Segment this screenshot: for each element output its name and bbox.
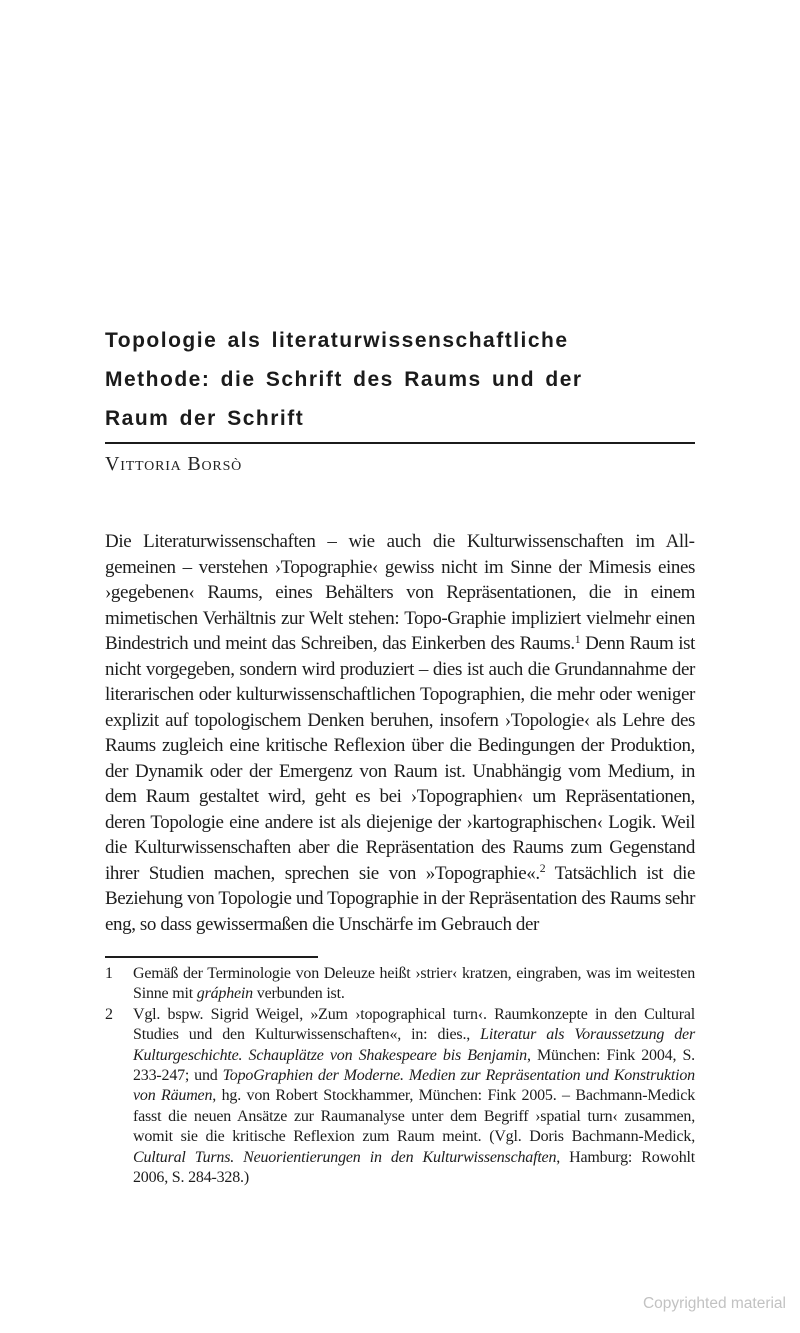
chapter-title-line-1: Topologie als literaturwissenschaftliche <box>105 329 569 352</box>
footnote-number: 2 <box>105 1005 113 1023</box>
chapter-title-line-2: Methode: die Schrift des Raums und der <box>105 368 583 391</box>
author-name: Vittoria Borsò <box>105 453 243 475</box>
footnote-item-1 <box>105 964 695 1005</box>
body-text <box>105 529 695 937</box>
footnote-list <box>105 964 695 1188</box>
footnote-item-2 <box>105 1005 695 1189</box>
footnote-ref: 1 <box>574 632 581 646</box>
copyright-watermark: Copyrighted material <box>642 1295 786 1312</box>
footnote-ref: 2 <box>539 862 546 876</box>
body-paragraph: Die Literaturwissenschaften – wie auch die Kulturwissenschaften im Allgemeinen – verstehen ›Topographie‹ gewiss nicht im Sinne der Mimesis eines ›gegebenen‹ Raums, eines Behälters von Repräsentationen, die in einem mimetischen Verhältnis zur Welt stehen: Topo-Graphie impliziert vielmehr einen Bindestrich und meint das Schreiben, das Einkerben des Raums.$^1$ Denn Raum ist nicht vorgegeben, sondern wird produziert – dies ist auch die Grundannahme der literarischen oder kulturwissenschaftlichen Topographien, die mehr oder weniger explizit auf topologischem Denken beruhen, insofern ›Topologie‹ als Lehre des Raums zugleich eine kritische Reflexion über die Bedingungen der Produktion, der Dynamik oder der Emergenz von Raum ist. Unabhängig vom Medium, in dem Raum gestaltet wird, geht es bei ›Topographien‹ um Repräsentationen, deren Topologie eine andere ist als diejenige der ›kartographischen‹ Logik. Weil die Kulturwissenschaften aber die Repräsentation des Raums zum Gegenstand ihrer Studien machen, sprechen sie von »Topographie«.$^2$ Tatsächlich ist die Beziehung von Topologie und Topographie in der Repräsentation des Raums sehr eng, so dass gewissermaßen die Unschärfe im Gebrauch der <box>105 531 695 935</box>
chapter-title-line-3: Raum der Schrift <box>105 407 305 430</box>
footnote-text: Gemäß der Terminologie von Deleuze heißt ›strier‹ kratzen, eingraben, was im weitesten Sinne mit gráphein verbunden ist. <box>133 965 695 1003</box>
chapter-title <box>105 321 695 444</box>
footnote-separator <box>105 956 318 958</box>
footnote-number: 1 <box>105 965 113 982</box>
page-content <box>105 321 695 1188</box>
footnote-text: Vgl. bspw. Sigrid Weigel, »Zum ›topographical turn‹. Raumkonzepte in den Cultural Studies und den Kulturwissenschaften«, in: dies., Literatur als Voraussetzung der Kulturgeschichte. Schauplätze von Shakespeare bis Benjamin, München: Fink 2004, S. 233-247; und TopoGraphien der Moderne. Medien zur Repräsentation und Konstruktion von Räumen, hg. von Robert Stockhammer, München: Fink 2005. – Bachmann-Medick fasst die neuen Ansätze zur Raumanalyse unter dem Begriff ›spatial turn‹ zusammen, womit sie die kritische Reflexion zum Raum meint. (Vgl. Doris Bachmann-Medick, Cultural Turns. Neuorientierungen in den Kulturwissenschaften, Hamburg: Rowohlt 2006, S. 284-328.) <box>133 1005 695 1187</box>
